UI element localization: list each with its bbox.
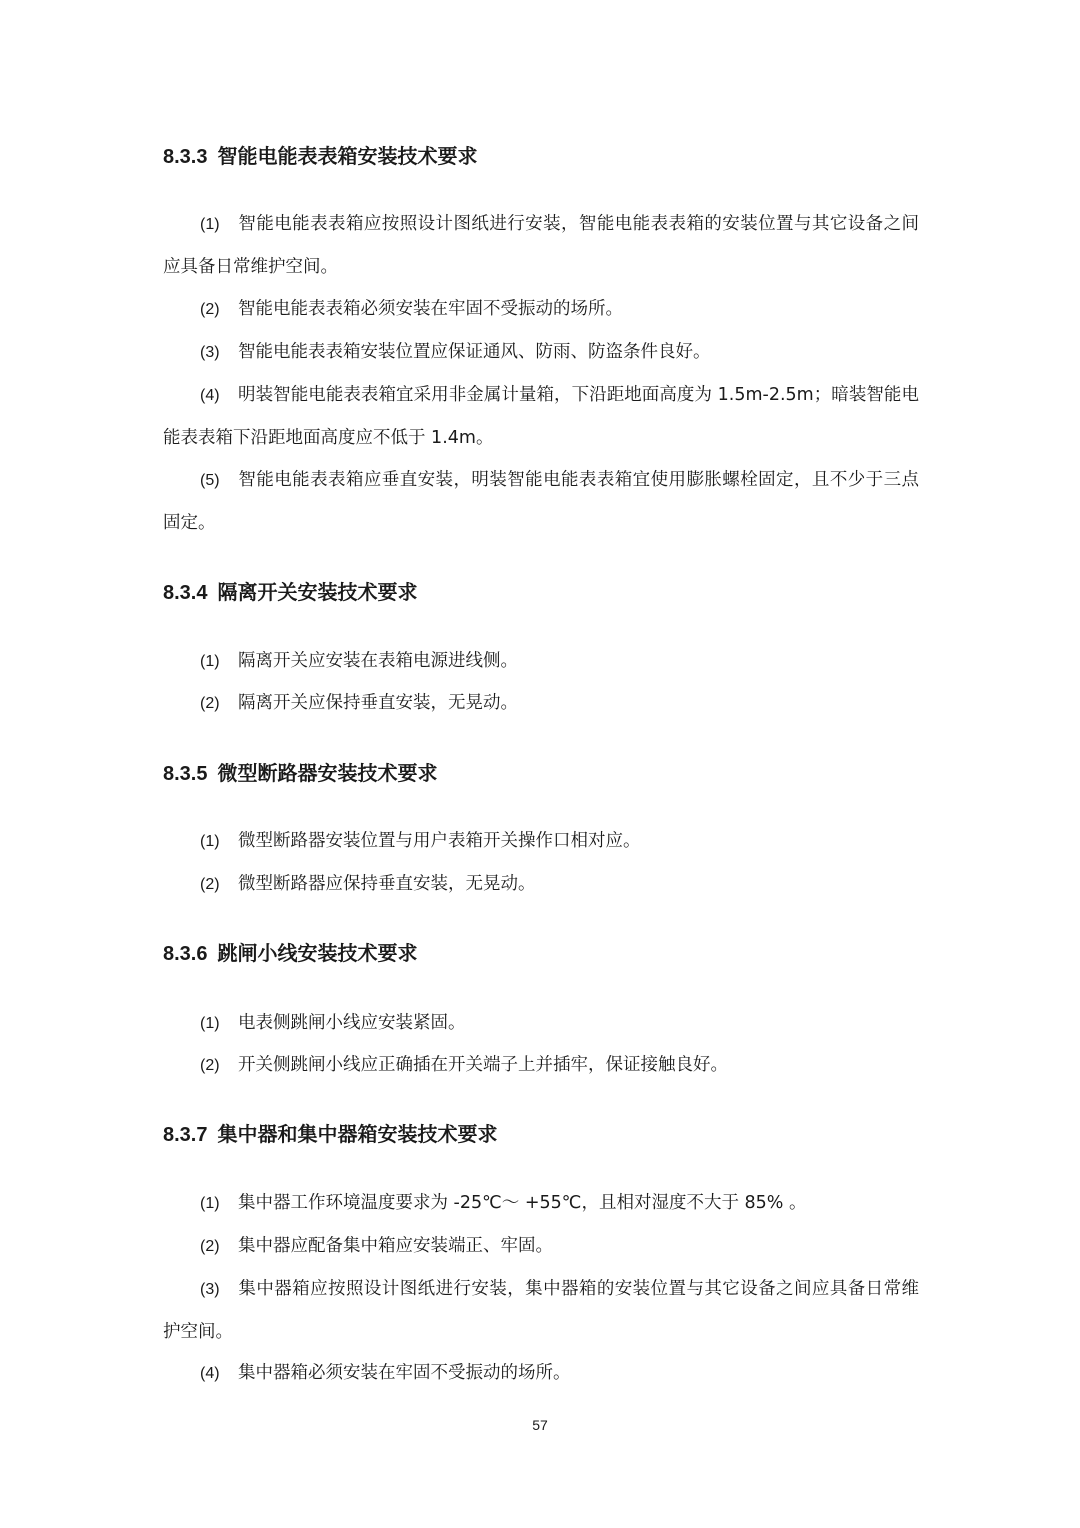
page-number: 57 (532, 1417, 548, 1433)
item-marker: (1) (200, 1195, 220, 1212)
item-marker: (5) (200, 472, 220, 489)
item-text: 明装智能电能表表箱宜采用非金属计量箱，下沿距地面高度为 1.5m-2.5m；暗装智能电能表表箱下沿距地面高度应不低于 1.4m。 (163, 385, 919, 448)
list-item (163, 863, 919, 906)
section-title: 集中器和集中器箱安装技术要求 (217, 1122, 498, 1146)
item-text: 隔离开关应保持垂直安装，无晃动。 (238, 693, 518, 713)
list-item (163, 203, 919, 289)
item-text: 集中器工作环境温度要求为 -25℃～ +55℃，且相对湿度不大于 85% 。 (238, 1193, 807, 1213)
item-text: 集中器应配备集中箱应安装端正、牢固。 (238, 1236, 553, 1256)
section-number: 8.3.5 (163, 763, 208, 785)
list-item (163, 374, 919, 460)
list-item (163, 640, 919, 683)
list-item (163, 820, 919, 863)
item-text: 开关侧跳闸小线应正确插在开关端子上并插牢，保证接触良好。 (238, 1055, 728, 1075)
section-heading (163, 760, 437, 787)
section-number: 8.3.7 (163, 1124, 208, 1146)
section-title: 跳闸小线安装技术要求 (217, 941, 418, 965)
item-text: 集中器箱必须安装在牢固不受振动的场所。 (238, 1363, 571, 1383)
list-item (163, 682, 919, 725)
item-text: 智能电能表表箱应按照设计图纸进行安装，智能电能表表箱的安装位置与其它设备之间应具备日常维护空间。 (163, 214, 919, 277)
item-marker: (2) (200, 301, 220, 318)
item-marker: (2) (200, 1238, 220, 1255)
section-title: 微型断路器安装技术要求 (217, 761, 438, 785)
list-item (163, 331, 919, 374)
list-item (163, 1352, 919, 1395)
section-heading (163, 579, 417, 606)
item-text: 集中器箱应按照设计图纸进行安装，集中器箱的安装位置与其它设备之间应具备日常维护空间。 (163, 1279, 919, 1342)
section-heading (163, 1121, 497, 1148)
section-number: 8.3.6 (163, 943, 208, 965)
item-text: 智能电能表表箱安装位置应保证通风、防雨、防盗条件良好。 (238, 342, 711, 362)
item-marker: (1) (200, 216, 220, 233)
list-item (163, 1268, 919, 1354)
list-item (163, 459, 919, 545)
section-heading (163, 940, 417, 967)
item-text: 微型断路器安装位置与用户表箱开关操作口相对应。 (238, 831, 641, 851)
item-text: 智能电能表表箱必须安装在牢固不受振动的场所。 (238, 299, 623, 319)
item-marker: (1) (200, 653, 220, 670)
section-number: 8.3.4 (163, 582, 208, 604)
section-title: 智能电能表表箱安装技术要求 (217, 144, 478, 168)
item-marker: (1) (200, 1015, 220, 1032)
list-item (163, 1182, 919, 1225)
item-marker: (2) (200, 1057, 220, 1074)
section-heading (163, 143, 477, 170)
item-marker: (4) (200, 387, 220, 404)
item-marker: (4) (200, 1365, 220, 1382)
item-marker: (3) (200, 344, 220, 361)
item-text: 微型断路器应保持垂直安装，无晃动。 (238, 874, 536, 894)
item-text: 隔离开关应安装在表箱电源进线侧。 (238, 651, 518, 671)
item-marker: (1) (200, 833, 220, 850)
section-title: 隔离开关安装技术要求 (217, 580, 418, 604)
item-marker: (3) (200, 1281, 220, 1298)
list-item (163, 1225, 919, 1268)
item-text: 智能电能表表箱应垂直安装，明装智能电能表表箱宜使用膨胀螺栓固定，且不少于三点固定。 (163, 470, 919, 533)
item-marker: (2) (200, 695, 220, 712)
list-item (163, 1044, 919, 1087)
list-item (163, 1002, 919, 1045)
item-text: 电表侧跳闸小线应安装紧固。 (238, 1013, 466, 1033)
item-marker: (2) (200, 876, 220, 893)
section-number: 8.3.3 (163, 146, 208, 168)
list-item (163, 288, 919, 331)
